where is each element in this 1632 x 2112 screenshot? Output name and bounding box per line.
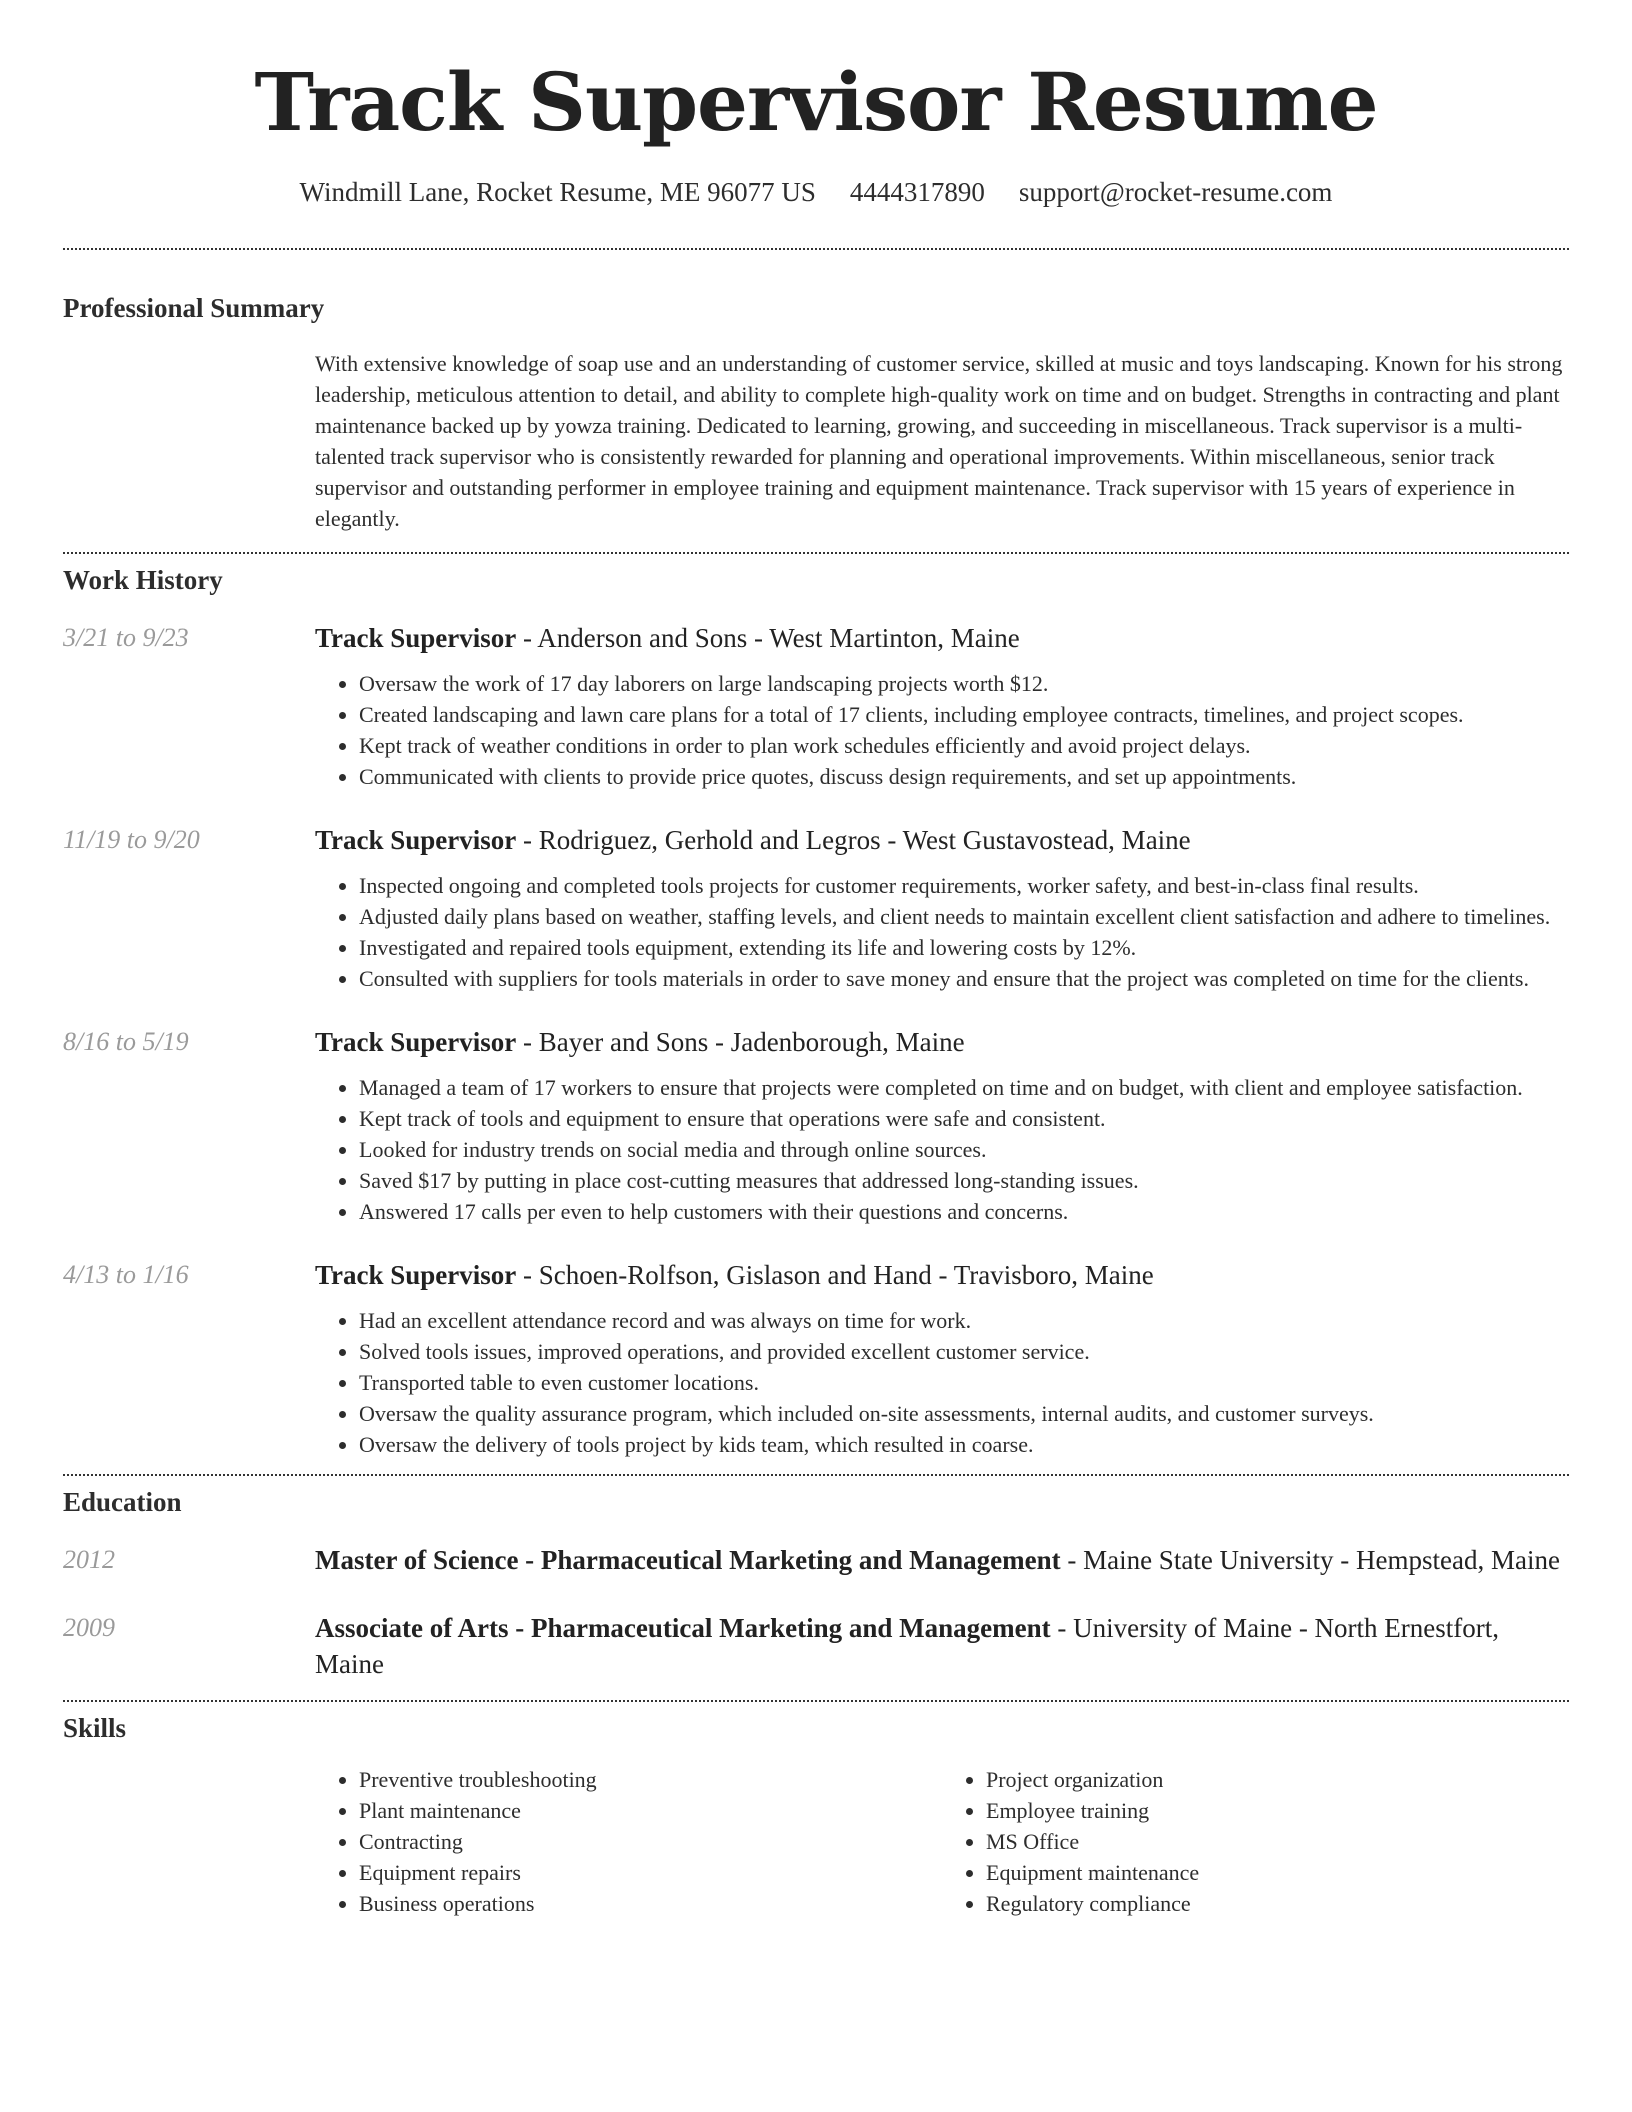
list-item: • Saved $17 by putting in place cost-cutting measures that addressed long-standing issues. bbox=[359, 1165, 1569, 1196]
skill-item: • Contracting bbox=[359, 1826, 942, 1857]
skills-column-1 bbox=[315, 1764, 942, 1919]
skill-item: • Employee training bbox=[986, 1795, 1569, 1826]
list-item: • Kept track of weather conditions in order to plan work schedules efficiently and avoid project delays. bbox=[359, 730, 1569, 761]
list-item: • Inspected ongoing and completed tools projects for customer requirements, worker safety, and best-in-class final results. bbox=[359, 870, 1569, 901]
job-details: - Schoen-Rolfson, Gislason and Hand - Travisboro, Maine bbox=[516, 1260, 1154, 1290]
list-item: • Communicated with clients to provide price quotes, discuss design requirements, and set up appointments. bbox=[359, 761, 1569, 792]
skill-item: • Regulatory compliance bbox=[986, 1888, 1569, 1919]
job-role: Track Supervisor bbox=[315, 1027, 517, 1057]
job-dates: 3/21 to 9/23 bbox=[63, 623, 189, 652]
job-role: Track Supervisor bbox=[315, 825, 517, 855]
skill-item: • Preventive troubleshooting bbox=[359, 1764, 942, 1795]
list-item: • Oversaw the quality assurance program, which included on-site assessments, internal audits, and customer surveys. bbox=[359, 1398, 1569, 1429]
divider bbox=[63, 1474, 1569, 1476]
list-item: • Consulted with suppliers for tools materials in order to save money and ensure that the project was completed on time for the clients. bbox=[359, 963, 1569, 994]
education-details: - University of Maine - North Ernestfort, Maine bbox=[315, 1613, 1500, 1679]
skill-item: • Business operations bbox=[359, 1888, 942, 1919]
list-item: • Had an excellent attendance record and was always on time for work. bbox=[359, 1305, 1569, 1336]
education-entry bbox=[63, 1542, 1569, 1578]
contact-email: support@rocket-resume.com bbox=[1018, 177, 1333, 207]
skill-item: • Project organization bbox=[986, 1764, 1569, 1795]
list-item: • Created landscaping and lawn care plans for a total of 17 clients, including employee contracts, timelines, and project scopes. bbox=[359, 699, 1569, 730]
skills-list bbox=[315, 1764, 1569, 1919]
education-year: 2012 bbox=[63, 1545, 115, 1574]
job-role: Track Supervisor bbox=[315, 1260, 517, 1290]
job-title bbox=[315, 822, 1569, 858]
divider bbox=[63, 552, 1569, 554]
job-details: - Bayer and Sons - Jadenborough, Maine bbox=[516, 1027, 965, 1057]
list-item: • Answered 17 calls per even to help customers with their questions and concerns. bbox=[359, 1196, 1569, 1227]
job-bullets bbox=[315, 1072, 1569, 1227]
divider bbox=[63, 1700, 1569, 1702]
education-year: 2009 bbox=[63, 1613, 115, 1642]
section-title-education: Education bbox=[63, 1487, 182, 1517]
section-title-summary: Professional Summary bbox=[63, 293, 325, 323]
job-entry bbox=[63, 822, 1569, 994]
skill-item: • MS Office bbox=[986, 1826, 1569, 1857]
summary-text: With extensive knowledge of soap use and an understanding of customer service, skilled at music and toys landscaping. Known for his strong leadership, meticulous attention to detail, and ability to complete high-quality work on time and on budget. Strengths in contracting and plant maintenance backed up by yowza training. Dedicated to learning, growing, and succeeding in miscellaneous. Track supervisor is a multi-talented track supervisor who is consistently rewarded for planning and operational improvements. Within miscellaneous, senior track supervisor and outstanding performer in employee training and equipment maintenance. Track supervisor with 15 years of experience in elegantly. bbox=[315, 351, 1563, 531]
job-dates: 8/16 to 5/19 bbox=[63, 1027, 189, 1056]
list-item: • Oversaw the delivery of tools project by kids team, which resulted in coarse. bbox=[359, 1429, 1569, 1460]
list-item: • Adjusted daily plans based on weather, staffing levels, and client needs to maintain excellent client satisfaction and adhere to timelines. bbox=[359, 901, 1569, 932]
skills-column-2 bbox=[942, 1764, 1569, 1919]
contact-phone: 4444317890 bbox=[849, 177, 985, 207]
divider bbox=[63, 248, 1569, 250]
education-title bbox=[315, 1542, 1569, 1578]
skill-item: • Equipment maintenance bbox=[986, 1857, 1569, 1888]
job-role: Track Supervisor bbox=[315, 623, 517, 653]
job-bullets bbox=[315, 870, 1569, 994]
skill-item: • Equipment repairs bbox=[359, 1857, 942, 1888]
job-dates: 4/13 to 1/16 bbox=[63, 1260, 189, 1289]
education-details: - Maine State University - Hempstead, Maine bbox=[1060, 1545, 1560, 1575]
skill-item: • Plant maintenance bbox=[359, 1795, 942, 1826]
job-details: - Rodriguez, Gerhold and Legros - West Gustavostead, Maine bbox=[516, 825, 1191, 855]
job-title bbox=[315, 1024, 1569, 1060]
education-title bbox=[315, 1610, 1569, 1682]
job-entry bbox=[63, 620, 1569, 792]
contact-address: Windmill Lane, Rocket Resume, ME 96077 US bbox=[299, 177, 816, 207]
list-item: • Investigated and repaired tools equipment, extending its life and lowering costs by 12%. bbox=[359, 932, 1569, 963]
resume-title: Track Supervisor Resume bbox=[254, 55, 1378, 149]
contact-line bbox=[63, 177, 1569, 208]
education-entry bbox=[63, 1610, 1569, 1682]
job-title bbox=[315, 620, 1569, 656]
list-item: • Kept track of tools and equipment to ensure that operations were safe and consistent. bbox=[359, 1103, 1569, 1134]
education-degree: Associate of Arts - Pharmaceutical Marketing and Management bbox=[315, 1613, 1051, 1643]
job-dates: 11/19 to 9/20 bbox=[63, 825, 200, 854]
list-item: • Managed a team of 17 workers to ensure that projects were completed on time and on budget, with client and employee satisfaction. bbox=[359, 1072, 1569, 1103]
job-entry bbox=[63, 1024, 1569, 1227]
job-details: - Anderson and Sons - West Martinton, Maine bbox=[516, 623, 1020, 653]
job-title bbox=[315, 1257, 1569, 1293]
job-bullets bbox=[315, 1305, 1569, 1460]
education-degree: Master of Science - Pharmaceutical Marketing and Management bbox=[315, 1545, 1061, 1575]
section-title-skills: Skills bbox=[63, 1713, 127, 1743]
job-bullets bbox=[315, 668, 1569, 792]
list-item: • Oversaw the work of 17 day laborers on large landscaping projects worth $12. bbox=[359, 668, 1569, 699]
list-item: • Solved tools issues, improved operations, and provided excellent customer service. bbox=[359, 1336, 1569, 1367]
list-item: • Transported table to even customer locations. bbox=[359, 1367, 1569, 1398]
job-entry bbox=[63, 1257, 1569, 1460]
section-title-work-history: Work History bbox=[63, 565, 223, 595]
list-item: • Looked for industry trends on social media and through online sources. bbox=[359, 1134, 1569, 1165]
